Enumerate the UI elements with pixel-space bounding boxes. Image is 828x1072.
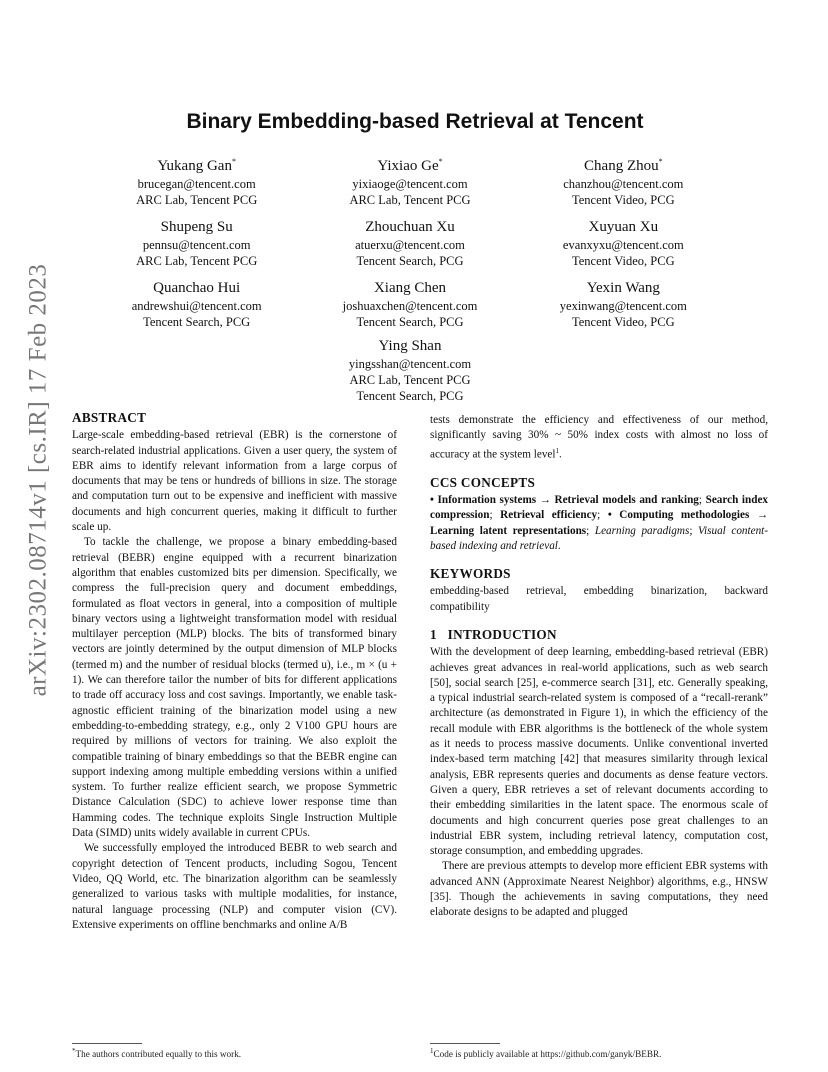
author-email: brucegan@tencent.com bbox=[137, 177, 256, 191]
author-name: Xuyuan Xu bbox=[588, 219, 659, 235]
abstract-paragraph-1: Large-scale embedding-based retrieval (EBR) is the cornerstone of search-related industrial applications. Given a user query, the system of EBR aims to identify relevant information from a large corpus of documents that may be tens or hundreds of billions in size. The storage and computation turn out to be expensive and inefficient with massive documents and high concurrent queries, making it difficult to further scale up. bbox=[72, 429, 397, 534]
author-block bbox=[90, 337, 730, 404]
author-affiliation: ARC Lab, Tencent PCG bbox=[349, 373, 471, 387]
arxiv-stamp bbox=[0, 250, 76, 710]
ccs-section bbox=[430, 475, 768, 554]
author-email: yingsshan@tencent.com bbox=[348, 357, 472, 371]
ccs-text bbox=[430, 493, 768, 554]
ccs-heading: CCS CONCEPTS bbox=[430, 474, 536, 490]
author-email: evanxyxu@tencent.com bbox=[562, 238, 684, 252]
author-affiliation: ARC Lab, Tencent PCG bbox=[349, 193, 471, 207]
author-block bbox=[517, 218, 730, 269]
equal-contribution-mark: * bbox=[231, 157, 236, 166]
author-block bbox=[303, 152, 516, 208]
footnote-mark: * bbox=[72, 1047, 76, 1055]
ccs-concept: Search index compression bbox=[430, 493, 769, 522]
keywords-text: embedding-based retrieval, embedding binarization, backward compatibility bbox=[430, 585, 768, 613]
left-column bbox=[72, 410, 397, 933]
introduction-section bbox=[430, 627, 768, 921]
equal-contribution-mark: * bbox=[658, 157, 663, 166]
arxiv-stamp-text: arXiv:2302.08714v1 [cs.IR] 17 Feb 2023 bbox=[24, 263, 51, 697]
author-grid bbox=[90, 152, 730, 330]
introduction-paragraph-1: With the development of deep learning, embedding-based retrieval (EBR) achieves great advances in real-world applications, such as web search [50], social search [25], e-commerce search [31], etc. Generally speaking, a typical industrial search-related system is composed of a “recall-rerank” architecture (as demonstrated in Figure 1), in which the efficiency of the recall module with EBR algorithms is the bottleneck of the whole system as it needs to process massive documents. Unlike conventional inverted index-based term matching [42] that measures similarity through lexical analysis, EBR represents queries and documents as dense feature vectors. Given a query, EBR retrieves a set of relevant documents according to their embedding similarities in the latent space. The enormous scale of documents and high concurrent queries pose great challenges to an industrial EBR system, including retrieval latency, computation cost, storage consumption, and embedding upgrades. bbox=[430, 646, 768, 858]
author-block bbox=[90, 152, 303, 208]
author-email: joshuaxchen@tencent.com bbox=[342, 299, 478, 313]
footnote-mark: 1 bbox=[430, 1047, 434, 1055]
author-name: Xiang Chen bbox=[373, 280, 447, 296]
footnote-text: Code is publicly available at https://github.com/ganyk/BEBR. bbox=[433, 1049, 662, 1060]
introduction-heading: 1 INTRODUCTION bbox=[430, 627, 557, 642]
author-affiliation: ARC Lab, Tencent PCG bbox=[136, 254, 258, 268]
author-block bbox=[90, 218, 303, 269]
ccs-separator: ; bbox=[689, 524, 699, 537]
author-email: pennsu@tencent.com bbox=[142, 238, 251, 252]
ccs-separator: ; bbox=[489, 509, 501, 522]
author-name: Yukang Gan bbox=[157, 158, 232, 174]
author-block bbox=[517, 279, 730, 330]
footnote-left bbox=[72, 1047, 397, 1059]
ccs-concept: • Information systems → Retrieval models and ranking bbox=[430, 493, 699, 506]
abstract-paragraph-3: We successfully employed the introduced BEBR to web search and copyright detection of Tencent products, including Sogou, Tencent Video, QQ World, etc. The binarization algorithm can be seamlessly generalized to various tasks with multiple modalities, for instance, natural language processing (NLP) and computer vision (CV). Extensive experiments on offline benchmarks and online A/B bbox=[72, 842, 397, 931]
ccs-concept: Visual content-based indexing and retrieval bbox=[430, 524, 769, 552]
author-affiliation: Tencent Video, PCG bbox=[571, 254, 675, 268]
author-email: atuerxu@tencent.com bbox=[355, 238, 465, 252]
abstract-paragraph-2: To tackle the challenge, we propose a binary embedding-based retrieval (BEBR) engine equipped with a recurrent binarization algorithm that enables customized bits per dimension. Specifically, we compress the full-precision query and document embeddings, formulated as float vectors in general, into a composition of multiple binary vectors using a lightweight transformation model with residual multilayer perception (MLP) blocks. The bits of transformed binary vectors are jointly determined by the output dimension of MLP blocks (termed m) and the number of residual blocks (termed u), i.e., m × (u + 1). We can therefore tailor the number of bits for different applications to trade off accuracy loss and cost savings. Importantly, we enable task-agnostic efficient training of the binarization model using a new embedding-to-embedding strategy, e.g., only 2 V100 GPU hours are required by millions of vectors for training. We also exploit the compatible training of binary embeddings so that the BEBR engine can support indexing among multiple embedding versions within a unified system. To further realize efficient search, we propose Symmetric Distance Calculation (SDC) to achieve lower response time than Hamming codes. The technique exploits Single Instruction Multiple Data (SIMD) units widely available in current CPUs. bbox=[72, 536, 397, 840]
ccs-separator: ; bbox=[597, 509, 608, 522]
author-affiliation: Tencent Video, PCG bbox=[571, 193, 675, 207]
author-affiliation-2: Tencent Search, PCG bbox=[356, 389, 464, 403]
author-affiliation: ARC Lab, Tencent PCG bbox=[136, 193, 258, 207]
equal-contribution-mark: * bbox=[438, 157, 443, 166]
footnote-ref: 1 bbox=[555, 446, 559, 455]
author-email: andrewshui@tencent.com bbox=[131, 299, 262, 313]
author-affiliation: Tencent Search, PCG bbox=[356, 254, 464, 268]
author-block bbox=[517, 152, 730, 208]
footnote-right bbox=[430, 1047, 768, 1059]
author-name: Yexin Wang bbox=[586, 280, 660, 296]
footnote-rule bbox=[72, 1043, 142, 1044]
right-column bbox=[430, 413, 768, 921]
author-email: chanzhou@tencent.com bbox=[563, 177, 684, 191]
ccs-concept: Learning paradigms bbox=[594, 524, 690, 537]
footnote-text: The authors contributed equally to this work. bbox=[75, 1049, 242, 1060]
author-name: Chang Zhou bbox=[584, 158, 659, 174]
ccs-separator: ; bbox=[586, 524, 595, 537]
abstract-continued-end: . bbox=[559, 448, 562, 461]
author-affiliation: Tencent Search, PCG bbox=[143, 315, 251, 329]
ccs-separator: . bbox=[557, 539, 561, 552]
footnote-rule bbox=[430, 1043, 500, 1044]
ccs-concept: • Computing methodologies → Learning latent representations bbox=[430, 509, 769, 537]
abstract-paragraph-3-continued bbox=[430, 413, 768, 463]
ccs-concept: Retrieval efficiency bbox=[500, 509, 598, 522]
abstract-continued-text: tests demonstrate the efficiency and effectiveness of our method, significantly saving 30% ~ 50% index costs with almost no loss of accuracy at the system level bbox=[430, 414, 768, 461]
author-block bbox=[90, 279, 303, 330]
abstract-heading: ABSTRACT bbox=[72, 410, 147, 425]
author-block bbox=[303, 279, 516, 330]
author-name: Zhouchuan Xu bbox=[365, 219, 455, 235]
author-block bbox=[303, 218, 516, 269]
author-affiliation: Tencent Search, PCG bbox=[356, 315, 464, 329]
ccs-separator: ; bbox=[698, 493, 706, 506]
keywords-heading: KEYWORDS bbox=[430, 566, 511, 582]
introduction-paragraph-2: There are previous attempts to develop more efficient EBR systems with advanced ANN (Approximate Nearest Neighbor) algorithms, e.g., HNSW [35]. Though the achievements in saving computations, they need elaborate designs to be adapted and plugged bbox=[430, 860, 768, 919]
author-name: Yixiao Ge bbox=[377, 158, 439, 174]
author-name: Shupeng Su bbox=[160, 219, 233, 235]
author-affiliation: Tencent Video, PCG bbox=[571, 315, 675, 329]
paper-title: Binary Embedding-based Retrieval at Tencent bbox=[186, 110, 644, 133]
author-name: Quanchao Hui bbox=[153, 280, 241, 296]
keywords-section bbox=[430, 566, 768, 615]
author-name: Ying Shan bbox=[378, 338, 442, 354]
author-email: yexinwang@tencent.com bbox=[559, 299, 687, 313]
author-email: yixiaoge@tencent.com bbox=[352, 177, 468, 191]
